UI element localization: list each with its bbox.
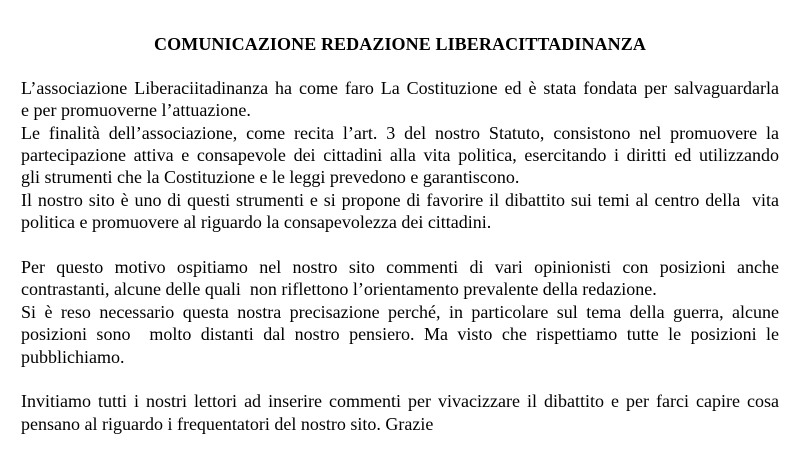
paragraph <box>21 390 779 435</box>
text-line: pensano al riguardo i frequentatori del nostro sito. Grazie <box>21 413 434 434</box>
paragraph <box>21 256 779 301</box>
text-line: gli strumenti che la Costituzione e le leggi prevedono e garantiscono. <box>21 167 520 188</box>
text-line: e per promuoverne l’attuazione. <box>21 100 251 121</box>
text-line: posizioni sono molto distanti dal nostro pensiero. Ma visto che rispettiamo tutte le posizioni le <box>21 324 779 345</box>
text-line: L’associazione Liberaciitadinanza ha come faro La Costituzione ed è stata fondata per salvaguardarla <box>21 77 779 98</box>
text-line: Le finalità dell’associazione, come recita l’art. 3 del nostro Statuto, consistono nel promuovere la <box>21 122 779 143</box>
paragraph <box>21 301 779 368</box>
text-line: Il nostro sito è uno di questi strumenti e si propone di favorire il dibattito sui temi al centro della vita <box>21 189 779 210</box>
text-line: Invitiamo tutti i nostri lettori ad inserire commenti per vivacizzare il dibattito e per farci capire cosa <box>21 391 779 412</box>
text-line: politica e promuovere al riguardo la consapevolezza dei cittadini. <box>21 212 492 233</box>
text-line: contrastanti, alcune delle quali non riflettono l’orientamento prevalente della redazione. <box>21 279 657 300</box>
text-line: Per questo motivo ospitiamo nel nostro sito commenti di vari opinionisti con posizioni anche <box>21 257 779 278</box>
paragraph <box>21 189 779 234</box>
document-title: COMUNICAZIONE REDAZIONE LIBERACITTADINANZA <box>154 34 646 54</box>
paragraph <box>21 122 779 189</box>
text-line: Si è reso necessario questa nostra precisazione perché, in particolare sul tema della guerra, alcune <box>21 301 779 322</box>
document-body <box>0 77 800 435</box>
paragraph <box>21 77 779 122</box>
text-line: partecipazione attiva e consapevole dei cittadini alla vita politica, esercitando i diritti ed utilizzando <box>21 145 779 166</box>
text-line: pubblichiamo. <box>21 346 125 367</box>
